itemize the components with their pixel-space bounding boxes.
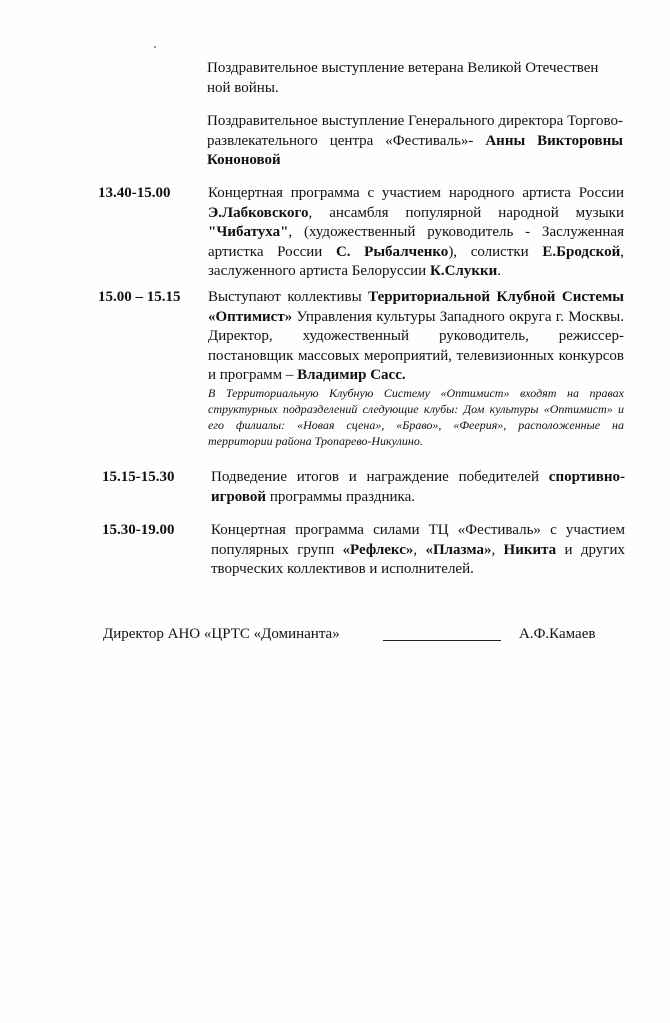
schedule-desc-4-text: и других творческих коллективов и исполнителей.: [211, 541, 625, 577]
schedule-desc-2-text: Управления культуры Западного округа г. Москвы. Директор, художественный руководитель, режиссер-постановщик массовых мероприятий, телевизионных конкурсов и программ –: [208, 308, 624, 383]
performer-name: К.Слукки: [429, 263, 498, 279]
veteran-greeting: [207, 59, 609, 98]
schedule-desc-1-text: , ансамбля популярной народной музыки: [308, 204, 624, 221]
group-name: «Рефлекс»: [342, 541, 414, 558]
schedule-time-2: 15.00 – 15.15: [98, 289, 181, 305]
program-name: спортивно-игровой: [211, 469, 625, 505]
schedule-desc-3-text: Подведение итогов и награждение победителей: [211, 469, 549, 485]
schedule-desc-1: [208, 184, 624, 282]
schedule-desc-3: [211, 468, 625, 507]
schedule-desc-3-text: программы праздника.: [266, 488, 415, 505]
group-name: Никита: [503, 541, 557, 558]
schedule-desc-2-text: Выступают коллективы: [208, 289, 369, 305]
veteran-greeting-line2: ной войны.: [207, 79, 279, 96]
schedule-desc-1-text: , (художественный руководитель - Заслуженная артистка России: [208, 224, 624, 260]
schedule-desc-1-text: Концертная программа с участием народного артиста России: [208, 185, 624, 201]
veteran-greeting-line1: Поздравительное выступление ветерана Великой Отечествен: [207, 60, 599, 76]
performer-name: С. Рыбалченко: [335, 243, 449, 260]
schedule-desc-2: [208, 288, 624, 386]
signature-line: [383, 640, 501, 641]
signature-name: А.Ф.Камаев: [519, 626, 596, 642]
schedule-time-4: 15.30-19.00: [102, 522, 175, 538]
performer-name: Е.Бродской: [542, 243, 621, 260]
director-greeting: [207, 112, 623, 171]
club-system-note: В Территориальную Клубную Систему «Оптимист» входят на правах структурных подразделений следующие клубы: Дом культуры «Оптимист» и его филиалы: «Новая сцена», «Браво», «Феерия», расположенные на территории района Тропарево-Никулино.: [208, 386, 624, 448]
group-name: «Плазма»: [425, 541, 492, 558]
schedule-time-3: 15.15-15.30: [102, 469, 175, 485]
schedule-desc-1-text: .: [497, 263, 502, 279]
schedule-time-1: 13.40-15.00: [98, 185, 171, 201]
schedule-desc-4: [211, 521, 625, 580]
director-name: Владимир Сасс.: [297, 367, 406, 383]
signature-title: Директор АНО «ЦРТС «Доминанта»: [103, 626, 340, 642]
schedule-desc-1-text: ), солистки: [448, 243, 543, 260]
director-greeting-text: Поздравительное выступление Генерального директора Торгово-развлекательного центра «Фестиваль»-: [207, 113, 623, 149]
schedule-desc-4-text: Концертная программа силами ТЦ «Фестиваль» с участием популярных групп: [211, 522, 625, 558]
club-system-name: Территориальной Клубной Системы «Оптимист»: [208, 289, 625, 325]
schedule-desc-4-text: ,: [491, 541, 504, 558]
performer-name: Э.Лабковского: [208, 204, 309, 221]
schedule-desc-4-text: ,: [413, 541, 426, 558]
scan-speck: [154, 46, 156, 48]
ensemble-name: "Чибатуха": [208, 224, 289, 240]
schedule-desc-1-text: , заслуженного артиста Белоруссии: [208, 243, 624, 279]
director-name: Анны Викторовны Кононовой: [207, 132, 623, 168]
